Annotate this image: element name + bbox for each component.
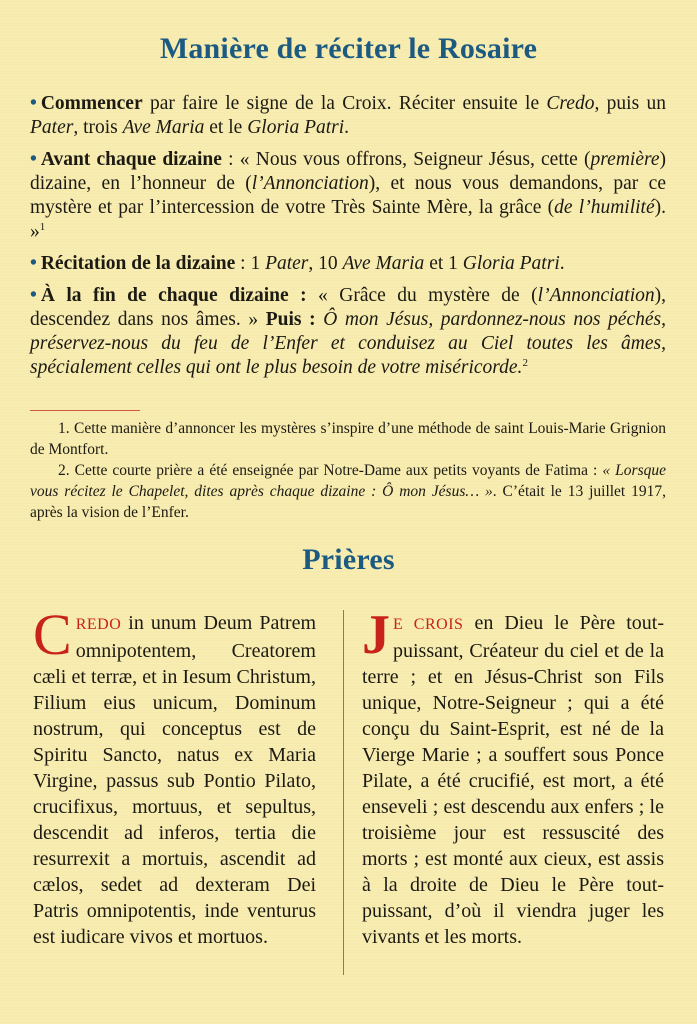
column-divider [343, 610, 344, 975]
instruction-text: par faire le signe de la Croix. Réciter ensuite le [142, 93, 547, 114]
instruction-italic: Gloria Patri [462, 253, 560, 274]
instruction-italic: de l’humilité [554, 197, 655, 218]
instruction-text: : « Nous vous offrons, Seigneur Jésus, cette ( [221, 149, 591, 170]
credo-latin [33, 602, 316, 950]
drop-cap: J [362, 604, 390, 666]
credo-french [362, 604, 664, 950]
instruction-label: Avant chaque dizaine [40, 149, 222, 170]
footnote-1: 1. Cette manière d’annoncer les mystères s’inspire d’une méthode de saint Louis-Marie Grignion de Montfort. [30, 420, 666, 458]
prayer-incipit: E CROIS [393, 616, 464, 633]
instruction-italic: Gloria Patri [247, 117, 345, 138]
footnote-text: . C’était le 13 juillet 1917, après la vision de l’Enfer. [30, 483, 667, 521]
instruction-text: ). » [30, 197, 666, 242]
instruction-label: Commencer [40, 93, 143, 114]
footnote-2 [30, 460, 666, 523]
instruction-label: Puis : [265, 309, 316, 330]
bullet-icon: • [30, 93, 37, 114]
instruction-label: À la fin de chaque dizaine : [40, 285, 307, 306]
instruction-text: et 1 [424, 253, 463, 274]
instruction-italic: Ave Maria [122, 117, 205, 138]
footnotes [30, 418, 666, 523]
instruction-label: Récitation de la dizaine [40, 253, 236, 274]
instruction-text: ) dizaine, en l’honneur de ( [30, 149, 666, 194]
prayer-text: en Dieu le Père tout-puissant, Créateur du ciel et de la terre ; et en Jésus-Christ son Fils unique, Notre-Seigneur ; qui a été conçu du Saint-Esprit, est né de la Vierge Marie ; a souffert sous Ponce Pilate, a été crucifié, est mort, a été enseveli ; est descendu aux enfers ; le troisième jour est ressuscité des morts ; est monté aux cieux, est assis à la droite de Dieu le Père tout-puissant, d’où il viendra juger les vivants et les morts. [362, 612, 664, 948]
instruction-text: et le [204, 117, 248, 138]
prayer-incipit: REDO [75, 616, 122, 633]
rosary-instructions [30, 92, 666, 388]
instruction-text: ), descendez dans nos âmes. » [30, 285, 667, 330]
fatima-prayer: Ô mon Jésus, pardonnez-nous nos péchés, préservez-nous du feu de l’Enfer et conduisez au Ciel toutes les âmes, spécialement celles qui ont le plus besoin de votre miséricorde. [30, 309, 666, 378]
instruction-italic: Pater [30, 117, 74, 138]
prayer-text: in unum Deum Patrem omnipotentem, Creatorem cæli et terræ, et in Iesum Christum, Filium eius unicum, Dominum nostrum, qui conceptus est de Spiritu Sancto, natus ex Maria Virgine, passus sub Pontio Pilato, crucifixus, mortuus, et sepultus, descendit ad inferos, tertia die resurrexit a mortuis, ascendit ad cælos, sedet ad dexteram Dei Patris omnipotentis, inde venturus est iudicare vivos et mortuos. [33, 612, 316, 948]
instruction-item-before-decade [30, 148, 666, 244]
section-title-rosaire: Manière de réciter le Rosaire [159, 32, 538, 65]
instruction-item-recitation [30, 252, 666, 276]
instruction-item-start [30, 92, 666, 140]
instruction-text: ), et nous vous demandons, par ce mystère et par l’intercession de votre Très Sainte Mère, la grâce ( [30, 173, 666, 218]
footnote-text: 2. Cette courte prière a été enseignée par Notre-Dame aux petits voyants de Fatima : [58, 462, 603, 479]
instruction-text: , puis un [594, 93, 666, 114]
bullet-icon: • [30, 149, 37, 170]
instruction-text: , 10 [308, 253, 343, 274]
instruction-italic: Pater [265, 253, 309, 274]
instruction-text: . [559, 253, 565, 274]
bullet-icon: • [30, 253, 37, 274]
instruction-text: « Grâce du mystère de ( [306, 285, 538, 306]
footnote-quote: « Lorsque vous récitez le Chapelet, dites après chaque dizaine : Ô mon Jésus… » [30, 462, 666, 500]
footnote-ref-1[interactable]: 1 [39, 221, 46, 233]
instruction-item-end-decade [30, 284, 666, 380]
instruction-italic: l’Annonciation [251, 173, 369, 194]
instruction-italic: Credo [546, 93, 595, 114]
drop-cap: C [33, 602, 72, 667]
bullet-icon: • [30, 285, 37, 306]
instruction-text: . [344, 117, 350, 138]
section-title-prieres: Prières [302, 543, 395, 576]
instruction-italic: l’Annonciation [537, 285, 655, 306]
footnote-ref-2[interactable]: 2 [522, 357, 528, 369]
instruction-italic: Ave Maria [342, 253, 425, 274]
instruction-italic: première [590, 149, 660, 170]
instruction-text: , trois [73, 117, 123, 138]
instruction-text: : 1 [235, 253, 266, 274]
footnote-divider [30, 410, 140, 411]
